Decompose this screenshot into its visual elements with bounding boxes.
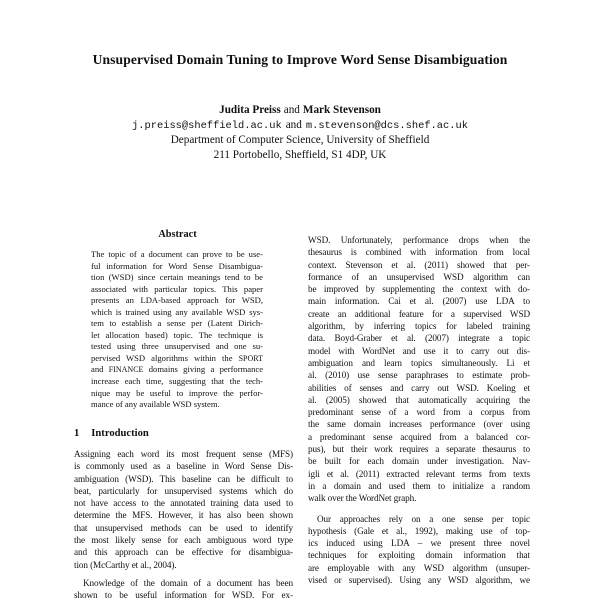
body-line: pus), but their work requires a separate thesaurus to — [308, 444, 530, 455]
body-line: and this approach can be effective for disambigua- — [74, 547, 293, 558]
author-address: 211 Portobello, Sheffield, S1 4DP, UK — [213, 148, 387, 161]
author-emails — [0, 118, 600, 134]
body-line: be built for each domain under investigation. Nav- — [308, 456, 530, 467]
abstract-line: which is trained using any available WSD sys- — [91, 306, 263, 317]
body-line: context. Stevenson et al. (2011) showed that per- — [308, 259, 530, 270]
author-names — [0, 103, 600, 118]
body-line: WSD. Unfortunately, performance drops when the — [308, 235, 530, 245]
body-line: determine the MFS. However, it has also been shown — [74, 510, 293, 521]
section-title: Introduction — [91, 428, 149, 439]
author-1-email: j.preiss@sheffield.ac.uk — [132, 119, 282, 132]
section-heading-introduction — [74, 428, 149, 439]
email-separator: and — [285, 118, 302, 131]
abstract-line: mance of any available WSD system. — [91, 399, 220, 410]
author-block — [0, 103, 600, 162]
paper-title: Unsupervised Domain Tuning to Improve Word Sense Disambiguation — [92, 52, 508, 67]
abstract-body — [91, 249, 263, 411]
body-line: vised or supervised). Using any WSD algorithm, we — [308, 575, 530, 586]
author-separator: and — [283, 104, 300, 116]
abstract-text: domains giving a performance — [148, 364, 264, 375]
body-line: that unsupervised methods can be used to identify — [74, 522, 293, 533]
body-line: the same domain increases performance (over using — [308, 419, 530, 430]
body-line: ambiguation (WSD). This baseline can be difficult to — [74, 473, 293, 484]
body-line: abilities of senses and carry out WSD. Koeling et — [308, 382, 530, 393]
abstract-line: presents an LDA-based approach for WSD, — [91, 295, 263, 306]
body-line: a predominant sense acquired from a balanced cor- — [308, 431, 530, 442]
abstract-line: tion (WSD) since certain meanings tend to be — [91, 272, 263, 283]
body-line: shown to be useful information for WSD. For ex- — [74, 590, 293, 600]
body-line: in a domain and used them to initialize a random — [308, 480, 530, 491]
abstract-line: The topic of a document can prove to be use- — [91, 249, 263, 259]
body-line: walk over the WordNet graph. — [308, 493, 417, 504]
body-line: al. (2005) showed that automatically acquiring the — [308, 394, 530, 405]
body-line: is commonly used as a baseline in Word Sense Dis- — [74, 461, 293, 472]
section-number: 1 — [74, 428, 80, 439]
body-line: hypothesis (Gale et al., 1992), making use of top- — [308, 525, 530, 536]
abstract-line: associated with particular topics. This paper — [91, 283, 263, 294]
body-line: predominant sense of a word from a corpus from — [308, 407, 530, 418]
abstract-line-domains-1 — [91, 353, 263, 365]
body-line: Our approaches rely on a one sense per topic — [317, 513, 530, 524]
body-line: techniques for exploiting domain information that — [308, 550, 530, 561]
body-line: are employable with any WSD algorithm (unsuper- — [308, 562, 530, 573]
body-line: the most likely sense for each ambiguous word type — [74, 535, 293, 546]
introduction-body — [74, 448, 293, 600]
domain-finance: FINANCE — [108, 365, 144, 375]
body-line: not have access to the annotated training data used to — [74, 498, 293, 509]
body-line: algorithm, by inferring topics for labeled training — [308, 321, 530, 332]
paragraph-gap — [308, 505, 530, 513]
body-line: main information. Cai et al. (2007) use LDA to — [308, 296, 530, 307]
abstract-line: let allocation based) topic. The technique is — [91, 329, 263, 340]
author-1-name: Judita Preiss — [219, 104, 281, 116]
abstract-line: increase each time, suggesting that the tech- — [91, 376, 263, 387]
body-line: al. (2010) use sense paraphrases to estimate prob- — [308, 370, 530, 381]
body-line: beat, particularly for unsupervised systems which do — [74, 485, 293, 496]
body-line: Knowledge of the domain of a document has been — [83, 577, 293, 588]
body-line: model with WordNet and use it to carry out dis- — [308, 345, 530, 356]
abstract-heading: Abstract — [158, 229, 197, 240]
abstract-line-domains-2 — [91, 364, 263, 376]
abstract-text: and — [91, 364, 104, 375]
body-line: data. Boyd-Graber et al. (2007) integrate a topic — [308, 333, 530, 344]
author-2-email: m.stevenson@dcs.shef.ac.uk — [305, 119, 468, 132]
body-line: ics induced using LDA – we present three novel — [308, 538, 530, 549]
abstract-line: nique may be useful to improve the perfor- — [91, 387, 263, 398]
abstract-text: pervised WSD algorithms within the — [91, 352, 233, 363]
right-column-body — [308, 234, 530, 586]
body-line: be improved by supplementing the context with do- — [308, 284, 530, 295]
author-affiliation: Department of Computer Science, University of Sheffield — [170, 134, 430, 146]
author-2-name: Mark Stevenson — [302, 104, 381, 116]
body-line: Assigning each word its most frequent sense (MFS) — [74, 449, 293, 459]
body-line: create an additional feature for a supervised WSD — [308, 308, 530, 319]
abstract-line: tem to establish a sense per (Latent Dirich- — [91, 318, 263, 329]
body-line: igli et al. (2011) extracted relevant terms from texts — [308, 468, 530, 479]
abstract-line: ful information for Word Sense Disambigua- — [91, 260, 263, 271]
abstract-line: tested using three unsupervised and one su- — [91, 341, 263, 352]
domain-sport: SPORT — [238, 353, 263, 363]
body-line: ambiguation and learn topics simultaneously. Li et — [308, 357, 530, 368]
body-line: thesaurus is combined with information from local — [308, 247, 530, 258]
body-line: formance of an unsupervised WSD algorithm can — [308, 271, 530, 282]
body-line: tion (McCarthy et al., 2004). — [74, 559, 177, 570]
